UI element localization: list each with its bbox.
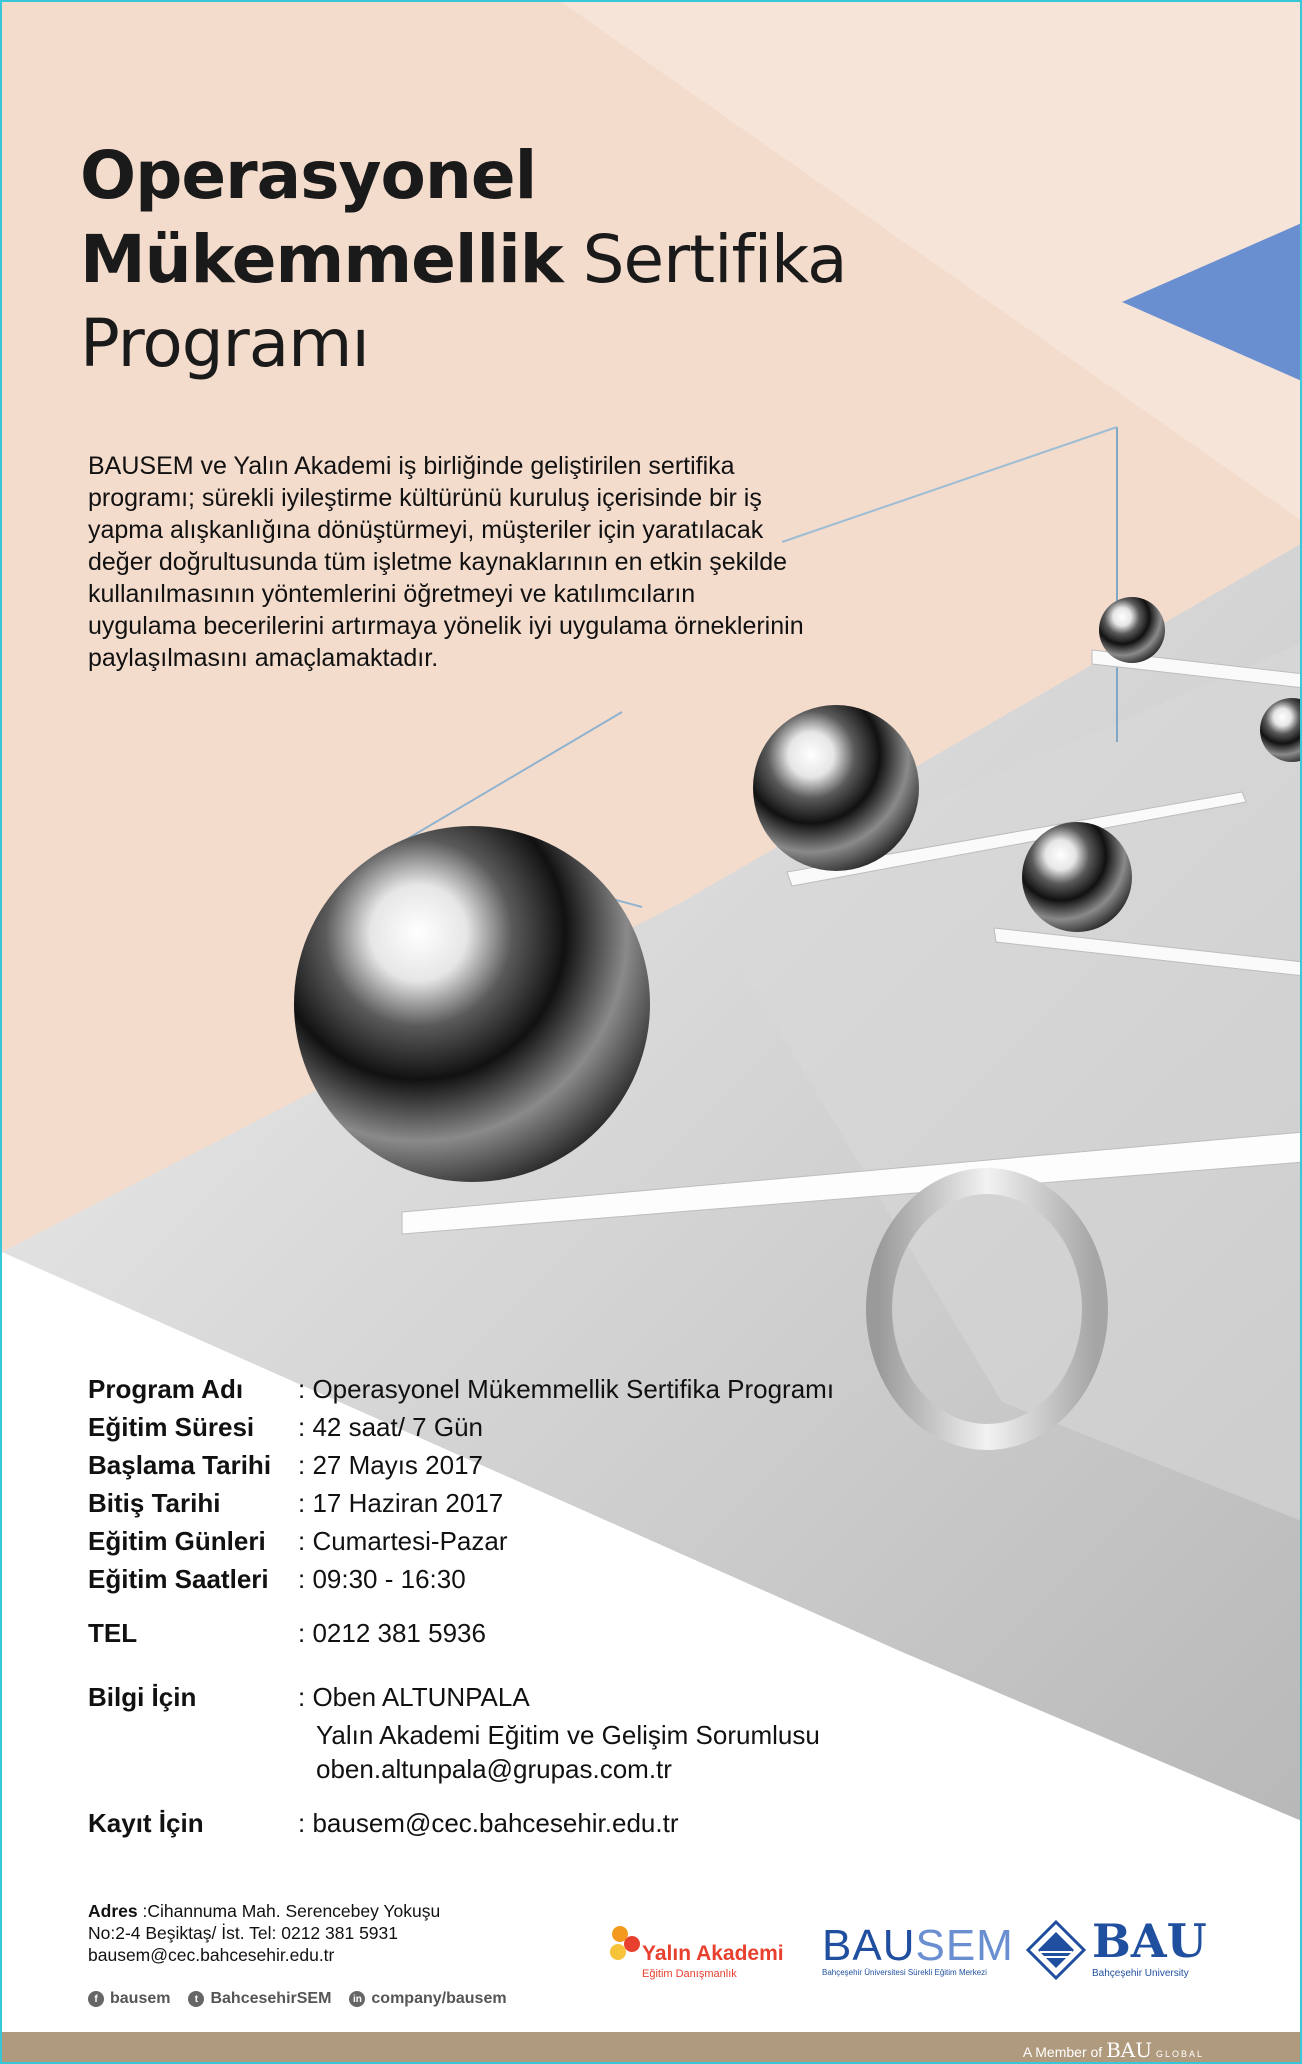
footer-member-text: A Member of [1022, 2044, 1103, 2060]
address-line-1: :Cihannuma Mah. Serencebey Yokuşu [142, 1901, 441, 1921]
detail-value: : Cumartesi-Pazar [298, 1526, 508, 1556]
title-line-2-bold: Mükemmellik [80, 221, 563, 298]
footer-brand: BAU [1106, 2038, 1153, 2062]
social-twitter[interactable] [188, 1990, 331, 2008]
bausem-name-b: SEM [915, 1921, 1014, 1970]
footer-bar [2, 2032, 1302, 2064]
info-name: : Oben ALTUNPALA [298, 1682, 530, 1712]
yalin-akademi-logo [606, 1918, 806, 1988]
detail-value: : 27 Mayıs 2017 [298, 1450, 483, 1480]
detail-label: Başlama Tarihi [88, 1450, 272, 1480]
bausem-name-a: BAU [822, 1921, 916, 1970]
ball-small-2 [1022, 822, 1132, 932]
ball-large [294, 826, 650, 1182]
register-email-link[interactable]: : bausem@cec.bahcesehir.edu.tr [298, 1808, 679, 1838]
tel-label: TEL [88, 1618, 138, 1648]
ball-medium [753, 705, 919, 871]
detail-value: : Operasyonel Mükemmellik Sertifika Programı [298, 1374, 835, 1404]
address-line-2: No:2-4 Beşiktaş/ İst. Tel: 0212 381 5931 [88, 1923, 399, 1943]
detail-value: : 17 Haziran 2017 [298, 1488, 504, 1518]
address-email-link[interactable]: bausem@cec.bahcesehir.edu.tr [88, 1945, 335, 1965]
page-title [80, 134, 847, 386]
bau-sub: Bahçeşehir University [1092, 1968, 1189, 1979]
bausem-sub: Bahçeşehir Üniversitesi Sürekli Eğitim Merkezi [822, 1968, 987, 1977]
bausem-logo [822, 1921, 1022, 1984]
twitter-icon: t [188, 1991, 204, 2007]
register-label: Kayıt İçin [88, 1808, 204, 1838]
yalin-sub: Eğitim Danışmanlık [642, 1968, 737, 1980]
info-email-link[interactable]: oben.altunpala@grupas.com.tr [316, 1754, 672, 1784]
bau-logo [1026, 1914, 1226, 1984]
info-label: Bilgi İçin [88, 1682, 197, 1712]
yalin-name: Yalın Akademi [642, 1942, 784, 1965]
title-line-2-thin: Sertifika [582, 221, 847, 298]
social-links [88, 1990, 507, 2008]
ball-small-1 [1099, 597, 1165, 663]
detail-value: : 09:30 - 16:30 [298, 1564, 466, 1594]
detail-label: Program Adı [88, 1374, 244, 1404]
social-twitter-text: BahcesehirSEM [210, 1990, 332, 2007]
detail-label: Bitiş Tarihi [88, 1488, 221, 1518]
detail-label: Eğitim Saatleri [88, 1564, 269, 1594]
yalin-flower-icon [606, 1924, 646, 1968]
footer-member [1023, 2038, 1204, 2062]
tel-value[interactable]: : 0212 381 5936 [298, 1618, 486, 1648]
social-facebook-text: bausem [110, 1990, 171, 2007]
address-block [88, 1900, 440, 1966]
social-linkedin-text: company/bausem [371, 1990, 507, 2007]
bau-diamond-icon [1026, 1920, 1086, 1980]
title-line-3: Programı [80, 305, 369, 382]
linkedin-icon: in [349, 1991, 365, 2007]
detail-label: Eğitim Günleri [88, 1526, 266, 1556]
detail-label: Eğitim Süresi [88, 1412, 255, 1442]
intro-paragraph: BAUSEM ve Yalın Akademi iş birliğinde geliştirilen sertifika programı; sürekli iyileştirme kültürünü kuruluş içerisinde bir iş yapma alışkanlığına dönüştürmeyi, müşteriler için yaratılacak değer doğrultusunda tüm işletme kaynaklarının en etkin şekilde kullanılmasının yöntemlerini öğretmeyi ve katılımcıların uygulama becerilerini artırmaya yönelik iyi uygulama örneklerinin paylaşılmasını amaçlamaktadır. [88, 452, 804, 672]
partner-logos [602, 1908, 1222, 1988]
bau-name: BAU [1092, 1914, 1207, 1968]
social-linkedin[interactable] [349, 1990, 506, 2008]
info-role: Yalın Akademi Eğitim ve Gelişim Sorumlusu [316, 1720, 820, 1750]
facebook-icon: f [88, 1991, 104, 2007]
footer-global: GLOBAL [1155, 2049, 1204, 2059]
detail-value: : 42 saat/ 7 Gün [298, 1412, 484, 1442]
title-line-1: Operasyonel [80, 137, 537, 214]
address-label: Adres [88, 1901, 138, 1921]
social-facebook[interactable] [88, 1990, 170, 2008]
